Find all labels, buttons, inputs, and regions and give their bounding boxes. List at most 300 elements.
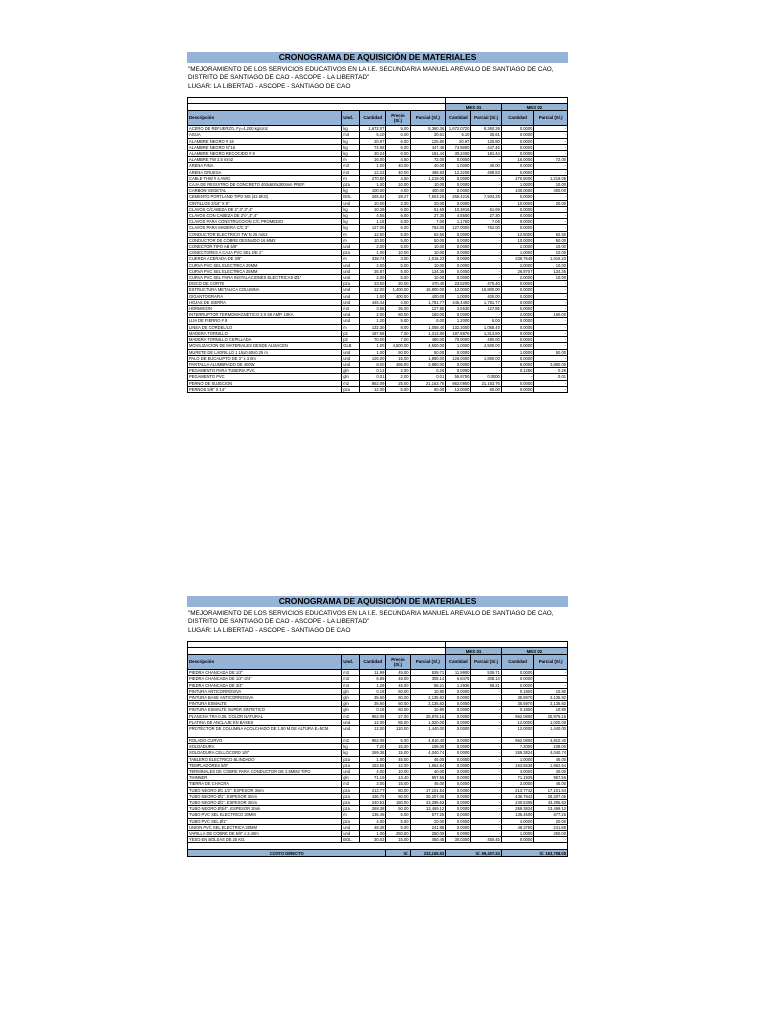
- cell-month2-quantity: 4.0000: [501, 769, 534, 775]
- cell-month2-partial: 0.01: [534, 374, 568, 380]
- cell-quantity: 12.22: [360, 169, 386, 175]
- cell-month2-partial: -: [534, 337, 568, 343]
- cell-price: 6.00: [386, 151, 410, 157]
- cell-month1-partial: 1,313.80: [471, 330, 501, 336]
- cell-partial: 3,880.00: [410, 361, 446, 367]
- cell-month2-partial: -: [534, 324, 568, 330]
- cell-price: 7.00: [386, 330, 410, 336]
- cell-month2-quantity: 0.0000: [501, 343, 534, 349]
- cell-description: PERNOS 5/8" X 14": [188, 386, 342, 392]
- cell-quantity: 1,672.07: [360, 126, 386, 132]
- cell-month2-quantity: 2.0000: [501, 275, 534, 281]
- cell-unit: und: [342, 318, 360, 324]
- cell-partial: 1,890.00: [410, 355, 446, 361]
- cell-month2-partial: 241.88: [534, 824, 568, 830]
- cell-price: 5.00: [386, 231, 410, 237]
- cell-partial: 21,163.76: [410, 380, 446, 386]
- cell-partial: 4,040.74: [410, 750, 446, 756]
- cell-month1-partial: 1,781.77: [471, 299, 501, 305]
- cell-month1-partial: -: [471, 806, 501, 812]
- cell-month1-quantity: 0.0000: [446, 368, 471, 374]
- cell-description: MOVILIZACION DE MATERIALES DESDE ALMACEN: [188, 343, 342, 349]
- cell-description: ESTRUCTURA METALICA COLUMNA: [188, 287, 342, 293]
- cell-description: THINNER: [188, 775, 342, 781]
- cell-unit: pza: [342, 787, 360, 793]
- cell-quantity: 187.68: [360, 330, 386, 336]
- cell-month2-quantity: 0.0000: [501, 219, 534, 225]
- cell-month1-partial: 4,500.00: [471, 343, 501, 349]
- cell-month2-quantity: 12.5000: [501, 231, 534, 237]
- total-amount: 233,165.53: [410, 850, 446, 857]
- cell-partial: 241.88: [410, 824, 446, 830]
- cell-partial: 4,500.00: [410, 343, 446, 349]
- cell-price: 5.00: [386, 824, 410, 830]
- cell-price: 10.00: [386, 182, 410, 188]
- cell-month2-partial: 72.00: [534, 157, 568, 163]
- cell-partial: 488.83: [410, 169, 446, 175]
- cell-quantity: 135.46: [360, 812, 386, 818]
- cell-price: 120.00: [386, 726, 410, 738]
- cell-description: PEGAMENTO PARA TUBERIA PVC: [188, 368, 342, 374]
- cell-description: YESO EN BOLSAS DE 25 KG.: [188, 837, 342, 843]
- cell-price: 60.00: [386, 793, 410, 799]
- cell-description: PIEDRA CHANCADA DE 3/4": [188, 682, 342, 688]
- cell-description: TUBO NEGRO Ø1 1/2". ESPESOR 3mm: [188, 787, 342, 793]
- cell-description: ARENA GRUESA: [188, 169, 342, 175]
- cell-description: PINTURA ESMALTE: [188, 701, 342, 707]
- cell-month1-partial: 58.21: [471, 682, 501, 688]
- cell-month1-partial: -: [471, 256, 501, 262]
- cell-month2-quantity: 8.0000: [501, 361, 534, 367]
- col-price: Precio (S/.): [386, 655, 410, 670]
- cell-price: 1,400.00: [386, 287, 410, 293]
- cell-description: CLAVOS C/CABEZA DE 2",3",3",4": [188, 206, 342, 212]
- cell-month1-quantity: 5.10: [446, 132, 471, 138]
- cell-month1-partial: -: [471, 368, 501, 374]
- cell-month1-partial: 125.80: [471, 138, 501, 144]
- cell-price: 60.00: [386, 707, 410, 713]
- cell-partial: 7.06: [410, 219, 446, 225]
- cell-month2-quantity: 269.3824: [501, 806, 534, 812]
- cell-price: 15.00: [386, 355, 410, 361]
- cell-price: 60.00: [386, 701, 410, 707]
- cell-month1-quantity: 1.0000: [446, 343, 471, 349]
- cell-unit: kg: [342, 144, 360, 150]
- total-label: COSTO DIRECTO: [188, 850, 386, 857]
- cell-quantity: 1.20: [360, 318, 386, 324]
- cell-description: ALAMBRE NEGRO RECOCIDO # 8: [188, 151, 342, 157]
- cell-quantity: 1.00: [360, 163, 386, 169]
- cell-unit: und: [342, 355, 360, 361]
- cell-unit: m: [342, 256, 360, 262]
- cell-month1-quantity: 0.0000: [446, 762, 471, 768]
- cell-partial: 26,207.06: [410, 793, 446, 799]
- cell-unit: kg: [342, 219, 360, 225]
- cell-month2-partial: 677.25: [534, 812, 568, 818]
- cell-month1-partial: -: [471, 701, 501, 707]
- cell-month2-partial: -: [534, 380, 568, 386]
- cell-quantity: 1.00: [360, 831, 386, 837]
- cell-month1-partial: -: [471, 756, 501, 762]
- cell-month1-partial: 60.00: [471, 386, 501, 392]
- cell-month1-quantity: 0.0000: [446, 831, 471, 837]
- cell-price: 80.00: [386, 312, 410, 318]
- cell-price: 80.00: [386, 787, 410, 793]
- cell-description: PALO DE EUCALIPTO DE 3" x 3.0m: [188, 355, 342, 361]
- cell-description: PINTURA ESMALTE SUPER SINTETICO: [188, 707, 342, 713]
- cell-month1-quantity: 0.0000: [446, 695, 471, 701]
- cell-month1-partial: 450.45: [471, 837, 501, 843]
- cell-unit: m: [342, 237, 360, 243]
- cell-unit: und: [342, 287, 360, 293]
- cell-quantity: 35.60: [360, 701, 386, 707]
- cell-quantity: 2.00: [360, 262, 386, 268]
- cell-description: TERMINALES DE COBRE PARA CONDUCTOR DE 2.5MM2 TIPO: [188, 769, 342, 775]
- cell-month2-partial: -: [534, 299, 568, 305]
- cell-price: 85.00: [386, 719, 410, 725]
- cell-quantity: 35.60: [360, 695, 386, 701]
- cell-month2-quantity: 10.0000: [501, 200, 534, 206]
- cell-month1-quantity: 0.0000: [446, 256, 471, 262]
- cell-month1-quantity: 0.0000: [446, 787, 471, 793]
- cell-quantity: 10.00: [360, 237, 386, 243]
- location-line: LUGAR: LA LIBERTAD - ASCOPE - SANTIAGO DE CAO: [188, 627, 351, 635]
- cell-partial: 20.00: [410, 818, 446, 824]
- cell-description: ACERO DE REFUERZO, Fy=4,200 kg/cm2: [188, 126, 342, 132]
- cell-description: PLATINA DE ANCLAJE EN BASES: [188, 719, 342, 725]
- cell-month2-quantity: 0.0000: [501, 676, 534, 682]
- cell-partial: 762.00: [410, 225, 446, 231]
- cell-month1-quantity: 0.0000: [446, 182, 471, 188]
- cell-partial: 1,440.00: [410, 726, 446, 738]
- cell-month1-partial: 7.06: [471, 219, 501, 225]
- col-partial: Parcial (S/.): [410, 655, 446, 670]
- cell-partial: 308.14: [410, 676, 446, 682]
- col-price: Precio (S/.): [386, 111, 410, 126]
- cell-month1-partial: -: [471, 769, 501, 775]
- cell-month2-partial: -: [534, 343, 568, 349]
- cell-month1-quantity: 0.0000: [446, 824, 471, 830]
- cell-unit: kg: [342, 744, 360, 750]
- cell-quantity: 30.24: [360, 151, 386, 157]
- cell-month1-partial: -: [471, 361, 501, 367]
- spacer-cell: [188, 843, 568, 850]
- cell-month2-partial: -: [534, 206, 568, 212]
- cell-quantity: 240.53: [360, 800, 386, 806]
- cell-month2-partial: 40.00: [534, 769, 568, 775]
- cell-price: 4,500.00: [386, 343, 410, 349]
- cell-description: DISCO DE CORTE: [188, 281, 342, 287]
- cell-month2-quantity: 0.0000: [501, 330, 534, 336]
- cell-month1-quantity: 0.0000: [446, 818, 471, 824]
- cell-unit: BOL: [342, 837, 360, 843]
- cell-month1-quantity: 12.2208: [446, 169, 471, 175]
- cell-month1-partial: -: [471, 793, 501, 799]
- cell-description: ALAMBRE NEGRO # 16: [188, 138, 342, 144]
- project-subtitle: "MEJORAMIENTO DE LOS SERVICIOS EDUCATIVOS EN LA I.E. SECUNDARIA MANUEL AREVALO DE SANTIAGO DE CAO, DISTRITO DE SANTIAGO DE CAO - ASCOPE - LA LIBERTAD": [188, 610, 554, 625]
- cell-month1-quantity: 187.6876: [446, 330, 471, 336]
- cell-month1-partial: -: [471, 250, 501, 256]
- cell-month1-partial: -: [471, 312, 501, 318]
- cell-quantity: 12.00: [360, 719, 386, 725]
- cell-unit: pza: [342, 281, 360, 287]
- cell-month2-partial: -: [534, 355, 568, 361]
- cell-month2-quantity: 163.5538: [501, 762, 534, 768]
- cell-unit: m2: [342, 738, 360, 744]
- cell-month2-partial: -: [534, 330, 568, 336]
- cell-month2-quantity: 0.0000: [501, 225, 534, 231]
- cell-price: 15.00: [386, 781, 410, 787]
- cell-price: 6.00: [386, 138, 410, 144]
- cell-price: 5.00: [386, 275, 410, 281]
- cell-partial: 10.80: [410, 688, 446, 694]
- cell-month1-partial: -: [471, 244, 501, 250]
- cell-unit: und: [342, 824, 360, 830]
- document-page-2: [187, 596, 568, 857]
- total-month1: S/. 69,407.24: [446, 850, 502, 857]
- cell-description: CUERDA ACERADA DE 3/8": [188, 256, 342, 262]
- cell-month2-partial: 17,101.54: [534, 787, 568, 793]
- cell-month2-quantity: 1.0000: [501, 182, 534, 188]
- cell-month1-quantity: 3.6530: [446, 306, 471, 312]
- cell-month2-quantity: 269.3824: [501, 750, 534, 756]
- cell-price: 2.00: [386, 374, 410, 380]
- cell-price: 6.00: [386, 213, 410, 219]
- cell-price: 5.00: [386, 262, 410, 268]
- cell-month2-quantity: 12.0000: [501, 726, 534, 738]
- cell-unit: m: [342, 812, 360, 818]
- cell-description: UNION PVC SEL ELECTRICA 20MM: [188, 824, 342, 830]
- cell-month1-partial: -: [471, 750, 501, 756]
- cell-month2-quantity: 0.0000: [501, 306, 534, 312]
- cell-month1-quantity: 1,672.0720: [446, 126, 471, 132]
- cell-partial: 134.35: [410, 268, 446, 274]
- cell-quantity: 1.00: [360, 250, 386, 256]
- cell-partial: 72.00: [410, 157, 446, 163]
- cell-month1-quantity: 1.2936: [446, 682, 471, 688]
- cell-month1-quantity: 0.0000: [446, 744, 471, 750]
- cell-unit: und: [342, 268, 360, 274]
- cell-partial: 45.00: [410, 756, 446, 762]
- cell-month1-partial: -: [471, 738, 501, 744]
- cell-month1-quantity: 1.0000: [446, 163, 471, 169]
- cell-month2-partial: -: [534, 225, 568, 231]
- cell-month2-quantity: 2.0000: [501, 244, 534, 250]
- cell-month1-quantity: 1.2000: [446, 318, 471, 324]
- cell-partial: 45.00: [410, 781, 446, 787]
- cell-partial: 25,976.16: [410, 713, 446, 719]
- cell-quantity: 1.29: [360, 682, 386, 688]
- cell-month1-partial: 61.69: [471, 206, 501, 212]
- cell-month1-partial: 30.61: [471, 132, 501, 138]
- cell-quantity: 4.55: [360, 213, 386, 219]
- cell-unit: m3: [342, 781, 360, 787]
- cell-partial: 16,800.00: [410, 287, 446, 293]
- cell-partial: 539.71: [410, 670, 446, 676]
- cell-description: TIERRA DE CHACRA: [188, 781, 342, 787]
- cell-description: PERNO DE SUJECION: [188, 380, 342, 386]
- cell-month2-partial: 400.00: [534, 188, 568, 194]
- cell-description: PIEDRA CHANCADA DE 1/2"-3/4": [188, 676, 342, 682]
- cell-unit: und: [342, 769, 360, 775]
- cell-quantity: 1.00: [360, 756, 386, 762]
- materials-table: [187, 641, 568, 857]
- cell-description: CAJA DE REGISTRO DE CONCRETO 400x600x300mm PREF.: [188, 182, 342, 188]
- cell-price: 4.00: [386, 188, 410, 194]
- cell-month2-quantity: 0.0000: [501, 337, 534, 343]
- cell-month2-partial: -: [534, 670, 568, 676]
- cell-month1-partial: -: [471, 695, 501, 701]
- cell-month1-quantity: 0.0000: [446, 157, 471, 163]
- cell-month2-quantity: 10.0000: [501, 237, 534, 243]
- cell-quantity: 126.00: [360, 355, 386, 361]
- cell-unit: pza: [342, 818, 360, 824]
- cell-month2-partial: -: [534, 169, 568, 175]
- cell-month1-quantity: 0.0000: [446, 268, 471, 274]
- cell-quantity: 10.00: [360, 200, 386, 206]
- cell-month1-partial: -: [471, 182, 501, 188]
- cell-month2-partial: 108.00: [534, 744, 568, 750]
- col-partial: Parcial (S/.): [410, 111, 446, 126]
- cell-month1-partial: -: [471, 237, 501, 243]
- cell-month2-quantity: 2.0000: [501, 262, 534, 268]
- cell-description: CLAVOS PARA CONSTRUCCION C/C PROMEDIO: [188, 219, 342, 225]
- cell-month1-partial: -: [471, 824, 501, 830]
- cell-quantity: 70.00: [360, 337, 386, 343]
- cell-month2-partial: 45.00: [534, 756, 568, 762]
- cell-quantity: 1.00: [360, 293, 386, 299]
- cell-description: TABLERO ELECTRICO BLINDADO: [188, 756, 342, 762]
- cell-quantity: 12.00: [360, 287, 386, 293]
- cell-description: ALAMBRE NEGRO N°16: [188, 144, 342, 150]
- cell-month2-quantity: 1.0000: [501, 756, 534, 762]
- cell-quantity: 1.00: [360, 349, 386, 355]
- col-quantity: Cantidad: [360, 655, 386, 670]
- cell-partial: 10.80: [410, 707, 446, 713]
- cell-month2-partial: 3,880.00: [534, 361, 568, 367]
- cell-month2-quantity: 0.0000: [501, 670, 534, 676]
- cell-month1-quantity: 0.0000: [446, 361, 471, 367]
- cell-quantity: 8.00: [360, 361, 386, 367]
- cell-quantity: 100.00: [360, 188, 386, 194]
- cell-month1-partial: -: [471, 275, 501, 281]
- cell-month1-quantity: 12.0000: [446, 386, 471, 392]
- cell-unit: m3: [342, 306, 360, 312]
- cell-month2-partial: 10.80: [534, 688, 568, 694]
- cell-price: 25.00: [386, 380, 410, 386]
- cell-month2-quantity: 0.1800: [501, 688, 534, 694]
- cell-unit: p2: [342, 337, 360, 343]
- cell-partial: 400.00: [410, 188, 446, 194]
- cell-unit: pza: [342, 806, 360, 812]
- cell-month1-quantity: 4.5500: [446, 213, 471, 219]
- cell-unit: m3: [342, 670, 360, 676]
- cell-month1-quantity: 74.5800: [446, 144, 471, 150]
- cell-month2-quantity: 0.0000: [501, 213, 534, 219]
- cell-quantity: 26.87: [360, 268, 386, 274]
- cell-description: ALAMBRE TW 2.5 mm2: [188, 157, 342, 163]
- cell-price: 6.00: [386, 225, 410, 231]
- col-quantity: Cantidad: [360, 111, 386, 126]
- cell-quantity: 23.50: [360, 281, 386, 287]
- cell-unit: m2: [342, 380, 360, 386]
- cell-description: CONECTOR TIPO AB 5/8": [188, 244, 342, 250]
- cell-month1-partial: 488.83: [471, 169, 501, 175]
- cell-month1-quantity: 0.0000: [446, 750, 471, 756]
- cell-month2-partial: 1,962.64: [534, 762, 568, 768]
- cell-quantity: 127.00: [360, 225, 386, 231]
- col-unit: Und.: [342, 111, 360, 126]
- cell-month2-quantity: 338.7648: [501, 256, 534, 262]
- cell-month2-quantity: 135.4500: [501, 812, 534, 818]
- cell-month1-quantity: 0.0000: [446, 719, 471, 725]
- cell-month1-partial: 127.85: [471, 306, 501, 312]
- cell-unit: m: [342, 157, 360, 163]
- cell-partial: 1,962.64: [410, 762, 446, 768]
- cell-unit: pza: [342, 756, 360, 762]
- cell-month1-quantity: 0.0000: [446, 775, 471, 781]
- cell-month1-partial: -: [471, 800, 501, 806]
- cell-unit: gln: [342, 695, 360, 701]
- cell-month2-quantity: 16.0000: [501, 157, 534, 163]
- cell-partial: 1,313.80: [410, 330, 446, 336]
- cell-month1-partial: -: [471, 762, 501, 768]
- cell-unit: und: [342, 726, 360, 738]
- cell-price: 4.50: [386, 175, 410, 181]
- cell-quantity: 12.00: [360, 726, 386, 738]
- cell-price: 50.00: [386, 806, 410, 812]
- cell-month1-quantity: 0.0000: [446, 262, 471, 268]
- cell-month1-partial: 7,503.26: [471, 194, 501, 200]
- col-unit: Und.: [342, 655, 360, 670]
- cell-unit: GLB: [342, 343, 360, 349]
- cell-month2-partial: 10.00: [534, 244, 568, 250]
- cell-unit: m3: [342, 163, 360, 169]
- cell-month2-partial: -: [534, 676, 568, 682]
- cell-month1-quantity: 0.0000: [446, 713, 471, 719]
- cell-partial: 2,135.82: [410, 695, 446, 701]
- cell-month2-partial: 134.35: [534, 268, 568, 274]
- cell-month1-quantity: 0.0000: [446, 726, 471, 738]
- cell-month1-partial: -: [471, 200, 501, 206]
- cell-quantity: 436.79: [360, 793, 386, 799]
- cell-partial: 58.21: [410, 682, 446, 688]
- cell-month1-quantity: 0.0000: [446, 756, 471, 762]
- cell-partial: 0.26: [410, 368, 446, 374]
- cell-price: 250.00: [386, 831, 410, 837]
- cell-unit: gln: [342, 688, 360, 694]
- cell-partial: 61.69: [410, 206, 446, 212]
- col-month2-quantity: Cantidad: [501, 111, 534, 126]
- cell-quantity: 269.38: [360, 750, 386, 756]
- cell-month2-partial: 10.00: [534, 275, 568, 281]
- cell-description: CURVA PVC SEL PARA INSTALACIONES ELECTRICAS Ø1": [188, 275, 342, 281]
- cell-month2-partial: 0.26: [534, 368, 568, 374]
- cell-description: TUBO PVC SEL ELECTRICO 20MM: [188, 812, 342, 818]
- cell-month1-quantity: 0.0000: [446, 806, 471, 812]
- spacer-header: [188, 648, 446, 655]
- cell-month1-partial: 181.44: [471, 151, 501, 157]
- cell-description: CARBON VEGETAL: [188, 188, 342, 194]
- col-month2-quantity: Cantidad: [501, 655, 534, 670]
- spacer-header: [188, 104, 446, 111]
- cell-quantity: 0.18: [360, 688, 386, 694]
- cell-month1-partial: -: [471, 231, 501, 237]
- cell-price: 6.00: [386, 206, 410, 212]
- cell-month1-quantity: 0.0000: [446, 188, 471, 194]
- cell-month1-partial: 490.00: [471, 337, 501, 343]
- cell-unit: pza: [342, 793, 360, 799]
